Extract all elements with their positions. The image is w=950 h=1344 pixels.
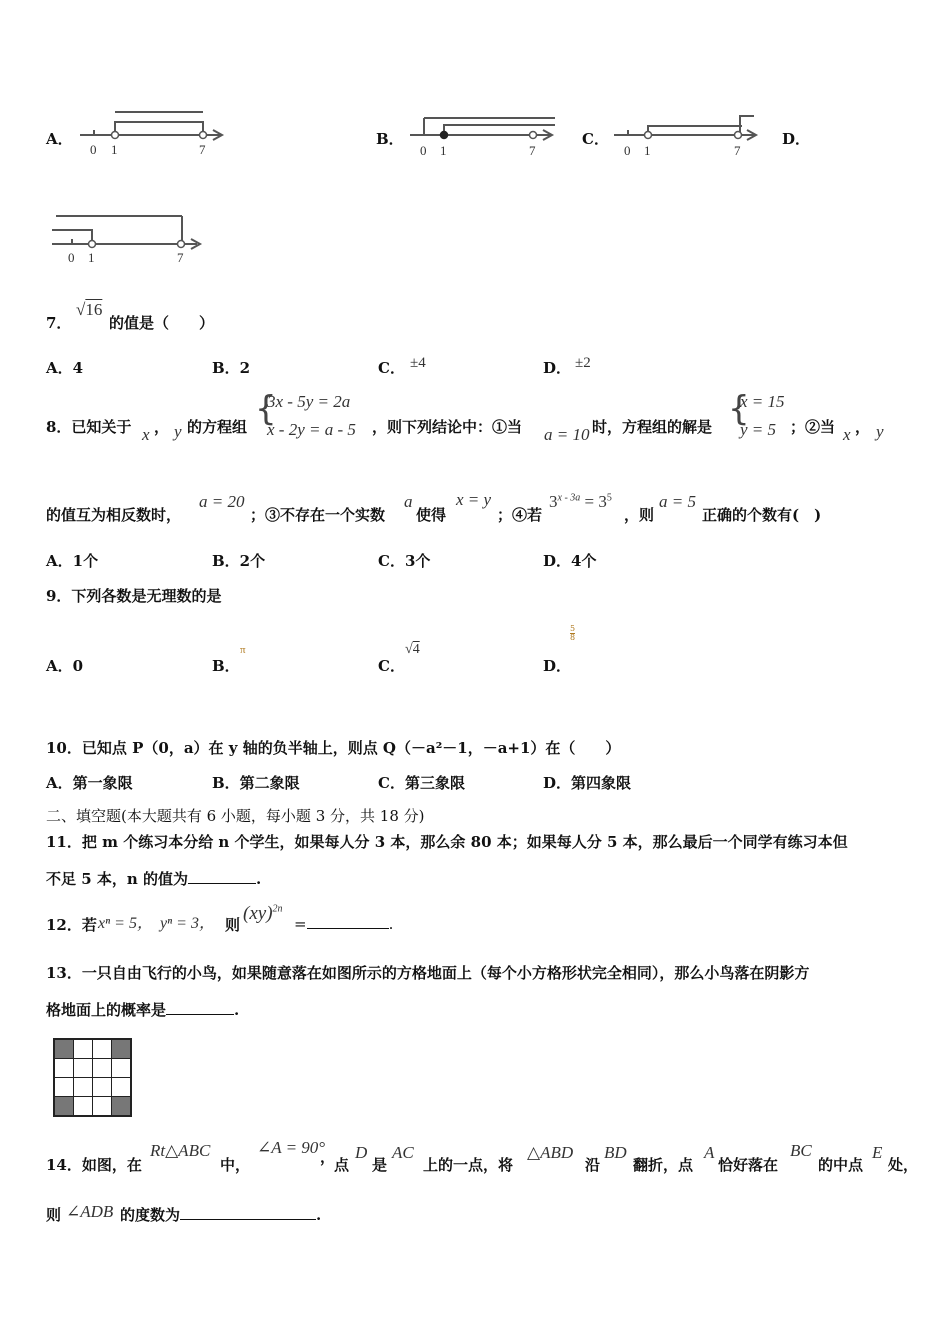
q14-place: 处，	[888, 1156, 919, 1174]
q12-expr-base: (xy)	[243, 903, 273, 924]
q9-option-c-sqrt: √4	[405, 642, 420, 657]
q14-along: 沿	[585, 1156, 601, 1174]
q9-option-b-pi: π	[240, 644, 246, 656]
q12-cond1: xⁿ = 5，	[98, 915, 153, 932]
q8-eq2: x - 2y = a - 5	[267, 420, 356, 439]
q11-line2-text: 不足 5 本，n 的值为	[46, 870, 189, 888]
q6-number-line-b	[410, 110, 560, 160]
q14-on: 上的一点，将	[423, 1156, 514, 1174]
q13-grid-figure	[53, 1038, 132, 1117]
grid-cell	[93, 1059, 112, 1078]
q14-line2-text: 的度数为	[120, 1206, 181, 1224]
q13-answer-blank	[166, 1000, 234, 1015]
q6-option-b-label: B．	[376, 130, 404, 148]
q9-d-denominator: 8	[570, 633, 576, 642]
q8-pow-exp2: 5	[606, 492, 612, 504]
q14-e: E	[872, 1143, 883, 1162]
q14-line2-start: 则	[46, 1206, 62, 1224]
q12-answer-blank	[307, 914, 389, 929]
section-2-heading: 二、填空题(本大题共有 6 小题，每小题 3 分，共 18 分)	[46, 807, 425, 825]
q6-a-tick-1: 1	[111, 142, 118, 157]
grid-cell-shaded	[112, 1097, 132, 1117]
grid-cell-shaded	[54, 1097, 74, 1117]
q6-a-tick-7: 7	[199, 142, 206, 157]
q8-line2-start: 的值互为相反数时，	[46, 506, 182, 524]
q8-a-equals-10: a = 10	[544, 425, 590, 444]
q8-circ3: ；③不存在一个实数	[250, 506, 386, 524]
q9-option-c-radicand: 4	[412, 642, 420, 657]
q10-stem: 10．已知点 P（0，a）在 y 轴的负半轴上，则点 Q（－a²－1，－a+1）在（ ）	[46, 739, 621, 757]
q6-option-d-label: D．	[782, 130, 811, 148]
q8-solution-brace: {	[728, 389, 750, 429]
q8-conclusions-start: ，则下列结论中：①当	[372, 418, 523, 436]
q6-c-tick-0: 0	[624, 143, 631, 158]
q14-fold: 翻折，点	[633, 1156, 694, 1174]
q6-d-tick-1: 1	[88, 250, 95, 265]
q10-option-c: C．第三象限	[378, 774, 465, 792]
q6-d-tick-7: 7	[177, 250, 184, 265]
q14-zhong: 中，	[220, 1156, 251, 1174]
q14-fall: 恰好落在	[718, 1156, 779, 1174]
q12-then: 则	[225, 916, 241, 934]
q13-line2: 格地面上的概率是 .	[46, 1001, 240, 1019]
q14-point: 点	[334, 1156, 350, 1174]
q8-system-text: 的方程组	[187, 418, 248, 436]
q13-line2-text: 格地面上的概率是	[46, 1001, 167, 1019]
q8-var-x: x	[142, 425, 150, 444]
q8-option-a: A．1个	[46, 552, 99, 570]
q10-option-a: A．第一象限	[46, 774, 133, 792]
q7-option-d-value: ±2	[575, 355, 591, 371]
q11-line2: 不足 5 本，n 的值为 .	[46, 870, 262, 888]
q14-comma: ，	[320, 1148, 336, 1166]
q7-option-a: A．4	[46, 359, 84, 377]
q14-ac: AC	[392, 1143, 414, 1162]
q6-c-tick-1: 1	[644, 143, 651, 158]
q8-end: 正确的个数有( )	[702, 506, 822, 524]
q12-prefix: 12．若	[46, 916, 97, 934]
q14-mid: 的中点	[818, 1156, 864, 1174]
q13-line1: 13．一只自由飞行的小鸟，如果随意落在如图所示的方格地面上（每个小方格形状完全相同），那么小鸟落在阴影方	[46, 964, 810, 982]
q6-number-line-c	[614, 110, 764, 160]
q8-pow-base: 3	[549, 492, 558, 511]
q8-var-y: y	[174, 422, 182, 441]
q14-bd: BD	[604, 1143, 627, 1162]
q6-number-line-d	[52, 212, 212, 267]
q8-circ4: ；④若	[497, 506, 543, 524]
grid-cell	[74, 1039, 93, 1059]
q12-cond2: yⁿ = 3，	[160, 915, 215, 932]
q8-option-b: B．2个	[212, 552, 266, 570]
grid-cell	[93, 1039, 112, 1059]
q6-c-tick-7: 7	[734, 143, 741, 158]
q7-option-c-value: ±4	[410, 355, 426, 371]
q7-number: 7．	[46, 314, 72, 332]
q8-eq1: 3x - 5y = 2a	[267, 392, 351, 411]
q6-b-tick-0: 0	[420, 143, 427, 158]
q12-expr-exp: 2n	[272, 903, 283, 915]
q6-b-tick-7: 7	[529, 143, 536, 158]
grid-cell	[93, 1078, 112, 1097]
q8-pow-exp: x - 3a	[557, 492, 581, 504]
q8-then3: ，则	[624, 506, 655, 524]
q6-option-a-label: A．	[46, 130, 73, 148]
grid-cell	[54, 1059, 74, 1078]
q8-circ2: ；②当	[790, 418, 836, 436]
q14-is: 是	[372, 1156, 388, 1174]
q14-a: A	[704, 1143, 715, 1162]
q9-option-b-label: B．	[212, 657, 240, 675]
q14-rt-abc: Rt△ABC	[150, 1141, 211, 1160]
q9-option-d-fraction	[570, 625, 575, 642]
grid-cell	[93, 1097, 112, 1117]
q8-a-equals-5: a = 5	[659, 492, 696, 511]
grid-cell	[74, 1059, 93, 1078]
q8-a-equals-20: a = 20	[199, 492, 245, 511]
grid-cell	[54, 1078, 74, 1097]
q7-option-c-label: C．	[378, 359, 405, 377]
q14-d: D	[355, 1143, 368, 1162]
q8-system-brace: {	[255, 389, 277, 429]
q9-option-c-label: C．	[378, 657, 405, 675]
q8-var-a: a	[404, 492, 413, 511]
q7-stem: 的值是（ ）	[109, 314, 215, 332]
q11-line1: 11．把 m 个练习本分给 n 个学生，如果每人分 3 本，那么余 80 本；如果每人分 5 本，那么最后一个同学有练习本但	[46, 833, 848, 851]
q8-x-equals-y: x = y	[456, 490, 492, 509]
grid-cell-shaded	[112, 1039, 132, 1059]
q8-sol2: y = 5	[740, 420, 777, 439]
q12-expression	[243, 903, 283, 925]
q8-var-y-2: y	[876, 422, 884, 441]
q14-bc: BC	[790, 1141, 812, 1160]
grid-cell	[112, 1059, 132, 1078]
q14-prefix: 14．如图，在	[46, 1156, 142, 1174]
q8-option-c: C．3个	[378, 552, 431, 570]
q9-stem: 9．下列各数是无理数的是	[46, 587, 222, 605]
q8-stem-start: 8．已知关于	[46, 418, 132, 436]
q14-angle-adb: ∠ADB	[66, 1202, 114, 1221]
q8-option-d: D．4个	[543, 552, 597, 570]
q14-line2-end: 的度数为 .	[120, 1206, 322, 1224]
q8-comma: ，	[154, 418, 170, 436]
q6-b-tick-1: 1	[440, 143, 447, 158]
q10-option-d: D．第四象限	[543, 774, 632, 792]
q8-power-equation	[549, 492, 612, 512]
q6-number-line-a	[80, 108, 230, 158]
q12-eq: =	[294, 915, 307, 933]
q8-solution-text: 时，方程组的解是	[592, 418, 713, 436]
q8-var-x-2: x	[843, 425, 851, 444]
q8-sol1: x = 15	[740, 392, 785, 411]
q11-answer-blank	[188, 869, 256, 884]
q14-tri-abd: △ABD	[527, 1143, 574, 1162]
q8-such-that: 使得	[416, 506, 447, 524]
grid-cell-shaded	[54, 1039, 74, 1059]
q8-comma-2: ，	[855, 418, 871, 436]
q14-answer-blank	[180, 1205, 316, 1220]
q9-option-d-label: D．	[543, 657, 572, 675]
q14-angle-a: ∠A = 90°	[257, 1138, 326, 1157]
q8-pow-eq: = 3	[580, 492, 607, 511]
q12-answer: = .	[294, 915, 394, 933]
q6-a-tick-0: 0	[90, 142, 97, 157]
q9-option-a: A．0	[46, 657, 84, 675]
grid-cell	[74, 1078, 93, 1097]
q6-option-c-label: C．	[582, 130, 609, 148]
q7-option-b: B．2	[212, 359, 251, 377]
q9-d-numerator: 5	[570, 624, 576, 633]
q6-d-tick-0: 0	[68, 250, 75, 265]
q10-option-b: B．第二象限	[212, 774, 300, 792]
q7-radicand: 16	[85, 300, 103, 319]
q7-option-d-label: D．	[543, 359, 572, 377]
grid-cell	[74, 1097, 93, 1117]
q7-sqrt: √16	[76, 300, 103, 319]
grid-cell	[112, 1078, 132, 1097]
